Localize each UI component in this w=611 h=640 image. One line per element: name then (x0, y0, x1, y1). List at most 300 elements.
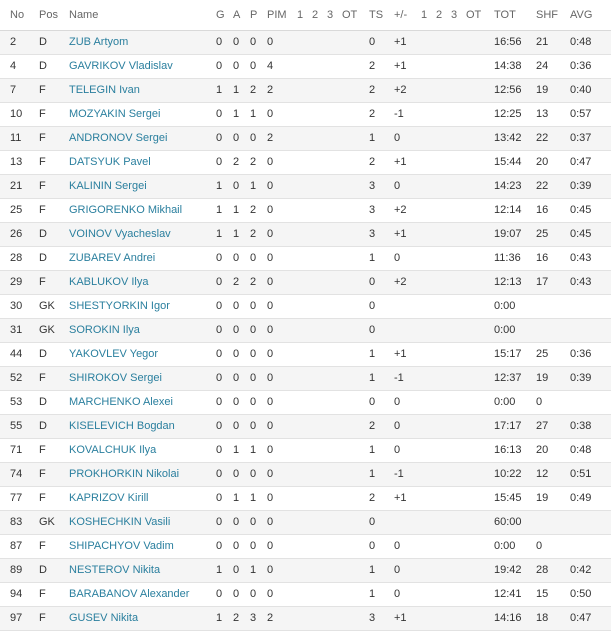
player-ts: 0 (369, 36, 376, 48)
table-row (0, 175, 611, 199)
player-shifts: 17 (536, 276, 549, 288)
player-plus-minus (394, 319, 414, 342)
table-row (0, 487, 611, 511)
col-header-pos[interactable]: Pos (39, 9, 58, 21)
player-shifts: 18 (536, 612, 549, 624)
player-name-link[interactable]: TELEGIN Ivan (69, 84, 140, 96)
player-plus-minus: +1 (394, 348, 407, 360)
player-goals: 0 (216, 348, 223, 360)
player-plus-minus: 0 (394, 588, 401, 600)
player-shifts: 16 (536, 204, 549, 216)
player-goals: 0 (216, 516, 223, 528)
player-points: 2 (250, 228, 257, 240)
player-name-link[interactable]: DATSYUK Pavel (69, 156, 151, 168)
player-avg-shift: 0:47 (570, 612, 592, 624)
player-points: 1 (250, 180, 257, 192)
player-goals: 0 (216, 396, 223, 408)
player-ts: 2 (369, 156, 376, 168)
player-position: D (39, 252, 47, 264)
player-points: 0 (250, 348, 257, 360)
player-ts: 1 (369, 132, 376, 144)
player-name-link[interactable]: SHESTYORKIN Igor (69, 300, 170, 312)
player-goals: 0 (216, 60, 223, 72)
player-toi: 0:00 (494, 396, 516, 408)
table-row (0, 127, 611, 151)
player-shifts: 20 (536, 444, 549, 456)
player-toi: 60:00 (494, 516, 522, 528)
player-pim: 0 (267, 276, 274, 288)
player-shifts: 13 (536, 108, 549, 120)
player-shifts: 19 (536, 84, 549, 96)
player-ts: 3 (369, 228, 376, 240)
table-row (0, 247, 611, 271)
player-ts: 1 (369, 444, 376, 456)
player-goals: 0 (216, 36, 223, 48)
table-row (0, 391, 611, 415)
player-position: F (39, 492, 46, 504)
player-number: 94 (10, 588, 23, 600)
player-name-link[interactable]: BARABANOV Alexander (69, 588, 190, 600)
player-pim: 0 (267, 372, 274, 384)
player-name-link[interactable]: ZUB Artyom (69, 36, 129, 48)
player-toi: 0:00 (494, 300, 516, 312)
player-pim: 0 (267, 468, 274, 480)
player-toi: 12:37 (494, 372, 522, 384)
player-avg-shift: 0:42 (570, 564, 592, 576)
player-goals: 0 (216, 156, 223, 168)
player-name-link[interactable]: GRIGORENKO Mikhail (69, 204, 183, 216)
player-points: 1 (250, 444, 257, 456)
player-ts: 0 (369, 540, 376, 552)
player-toi: 16:56 (494, 36, 522, 48)
player-pim: 0 (267, 348, 274, 360)
player-ts: 0 (369, 516, 376, 528)
player-points: 0 (250, 540, 257, 552)
player-points: 0 (250, 324, 257, 336)
player-points: 0 (250, 36, 257, 48)
col-header-pim-period-1[interactable]: 1 (297, 9, 304, 21)
player-shifts: 19 (536, 492, 549, 504)
player-position: F (39, 180, 46, 192)
player-points: 0 (250, 396, 257, 408)
table-row (0, 319, 611, 343)
player-avg-shift: 0:48 (570, 36, 592, 48)
player-points: 2 (250, 276, 257, 288)
player-ts: 0 (369, 276, 376, 288)
player-plus-minus: +2 (394, 204, 407, 216)
player-ts: 0 (369, 300, 376, 312)
player-position: GK (39, 324, 55, 336)
player-points: 0 (250, 588, 257, 600)
player-assists: 0 (233, 300, 240, 312)
player-name-link[interactable]: KOSHECHKIN Vasili (69, 516, 171, 528)
player-avg-shift (570, 511, 600, 534)
player-points: 2 (250, 84, 257, 96)
player-shifts: 25 (536, 348, 549, 360)
player-points: 0 (250, 300, 257, 312)
player-avg-shift: 0:43 (570, 252, 592, 264)
player-shifts: 28 (536, 564, 549, 576)
player-pim: 0 (267, 36, 274, 48)
player-pim: 0 (267, 492, 274, 504)
player-shifts: 27 (536, 420, 549, 432)
player-ts: 2 (369, 60, 376, 72)
player-points: 0 (250, 372, 257, 384)
player-points: 1 (250, 492, 257, 504)
player-avg-shift: 0:49 (570, 492, 592, 504)
player-number: 83 (10, 516, 23, 528)
player-position: GK (39, 300, 55, 312)
player-avg-shift: 0:51 (570, 468, 592, 480)
player-name-link[interactable]: PROKHORKIN Nikolai (69, 468, 180, 480)
player-points: 0 (250, 420, 257, 432)
player-pim: 0 (267, 444, 274, 456)
player-avg-shift: 0:45 (570, 204, 592, 216)
player-name-link[interactable]: KABLUKOV Ilya (69, 276, 149, 288)
player-avg-shift: 0:47 (570, 156, 592, 168)
player-avg-shift: 0:40 (570, 84, 592, 96)
player-assists: 1 (233, 492, 240, 504)
player-toi: 14:23 (494, 180, 522, 192)
player-assists: 1 (233, 84, 240, 96)
player-position: D (39, 564, 47, 576)
player-plus-minus: 0 (394, 444, 401, 456)
player-plus-minus: +1 (394, 60, 407, 72)
player-goals: 0 (216, 300, 223, 312)
player-shifts: 0 (536, 396, 543, 408)
player-number: 52 (10, 372, 23, 384)
player-goals: 0 (216, 540, 223, 552)
player-assists: 1 (233, 228, 240, 240)
player-assists: 1 (233, 108, 240, 120)
player-avg-shift: 0:48 (570, 444, 592, 456)
table-row (0, 559, 611, 583)
table-row (0, 79, 611, 103)
table-row (0, 439, 611, 463)
player-plus-minus: -1 (394, 372, 404, 384)
col-header-no[interactable]: No (10, 9, 25, 21)
player-position: F (39, 108, 46, 120)
player-position: GK (39, 516, 55, 528)
player-shifts (536, 319, 558, 342)
player-number: 7 (10, 84, 17, 96)
player-name-link[interactable]: KISELEVICH Bogdan (69, 420, 175, 432)
player-name-link[interactable]: MOZYAKIN Sergei (69, 108, 161, 120)
table-row (0, 415, 611, 439)
col-header-pim-ot[interactable]: OT (342, 9, 358, 21)
player-ts: 1 (369, 564, 376, 576)
player-pim: 0 (267, 228, 274, 240)
player-number: 97 (10, 612, 23, 624)
player-plus-minus: 0 (394, 180, 401, 192)
col-header-points[interactable]: P (250, 9, 258, 21)
player-plus-minus: -1 (394, 108, 404, 120)
player-toi: 19:07 (494, 228, 522, 240)
player-name-link[interactable]: NESTEROV Nikita (69, 564, 161, 576)
player-goals: 1 (216, 204, 223, 216)
player-avg-shift: 0:57 (570, 108, 592, 120)
player-shifts: 21 (536, 36, 549, 48)
player-goals: 0 (216, 468, 223, 480)
player-ts: 1 (369, 468, 376, 480)
col-header-pm-ot[interactable]: OT (466, 9, 482, 21)
player-assists: 0 (233, 396, 240, 408)
player-goals: 1 (216, 612, 223, 624)
player-goals: 0 (216, 324, 223, 336)
player-position: F (39, 84, 46, 96)
col-header-avg[interactable]: AVG (570, 9, 593, 21)
col-header-plus-minus[interactable]: +/- (394, 9, 408, 21)
player-points: 0 (250, 252, 257, 264)
col-header-goals[interactable]: G (216, 9, 225, 21)
player-plus-minus: 0 (394, 132, 401, 144)
player-avg-shift (570, 391, 600, 414)
player-name-link[interactable]: YAKOVLEV Yegor (69, 348, 159, 360)
player-toi: 15:17 (494, 348, 522, 360)
player-name-link[interactable]: GUSEV Nikita (69, 612, 139, 624)
col-header-pim-period-2[interactable]: 2 (312, 9, 319, 21)
player-ts: 1 (369, 252, 376, 264)
player-points: 1 (250, 108, 257, 120)
player-number: 25 (10, 204, 23, 216)
player-toi: 12:41 (494, 588, 522, 600)
table-row (0, 223, 611, 247)
player-shifts: 25 (536, 228, 549, 240)
col-header-pm-period-2[interactable]: 2 (436, 9, 443, 21)
player-name-link[interactable]: KALININ Sergei (69, 180, 147, 192)
player-avg-shift: 0:36 (570, 60, 592, 72)
player-shifts: 19 (536, 372, 549, 384)
player-position: F (39, 276, 46, 288)
player-name-link[interactable]: SOROKIN Ilya (69, 324, 140, 336)
player-avg-shift: 0:50 (570, 588, 592, 600)
player-number: 31 (10, 324, 23, 336)
player-assists: 0 (233, 324, 240, 336)
player-goals: 0 (216, 252, 223, 264)
player-toi: 0:00 (494, 540, 516, 552)
player-assists: 0 (233, 348, 240, 360)
player-plus-minus: +1 (394, 156, 407, 168)
player-number: 26 (10, 228, 23, 240)
player-name-link[interactable]: VOINOV Vyacheslav (69, 228, 171, 240)
player-toi: 17:17 (494, 420, 522, 432)
player-avg-shift: 0:37 (570, 132, 592, 144)
player-ts: 3 (369, 612, 376, 624)
player-ts: 1 (369, 348, 376, 360)
player-shifts: 24 (536, 60, 549, 72)
col-header-ts[interactable]: TS (369, 9, 384, 21)
player-pim: 0 (267, 420, 274, 432)
player-points: 0 (250, 468, 257, 480)
table-row (0, 199, 611, 223)
player-ts: 1 (369, 588, 376, 600)
player-name-link[interactable]: GAVRIKOV Vladislav (69, 60, 173, 72)
player-position: F (39, 372, 46, 384)
player-pim: 4 (267, 60, 274, 72)
player-shifts: 15 (536, 588, 549, 600)
player-pim: 2 (267, 612, 274, 624)
player-plus-minus: 0 (394, 396, 401, 408)
player-shifts (536, 295, 558, 318)
player-number: 2 (10, 36, 17, 48)
player-number: 55 (10, 420, 23, 432)
player-shifts: 22 (536, 180, 549, 192)
player-pim: 0 (267, 204, 274, 216)
player-pim: 0 (267, 252, 274, 264)
col-header-assists[interactable]: A (233, 9, 241, 21)
player-toi: 12:14 (494, 204, 522, 216)
player-plus-minus: +1 (394, 612, 407, 624)
player-points: 1 (250, 564, 257, 576)
player-position: D (39, 36, 47, 48)
player-points: 0 (250, 132, 257, 144)
player-goals: 1 (216, 84, 223, 96)
col-header-name[interactable]: Name (69, 9, 99, 21)
player-avg-shift (570, 295, 600, 318)
player-plus-minus: 0 (394, 252, 401, 264)
player-ts: 2 (369, 420, 376, 432)
player-goals: 1 (216, 180, 223, 192)
player-pim: 0 (267, 300, 274, 312)
player-plus-minus: +1 (394, 492, 407, 504)
player-points: 2 (250, 156, 257, 168)
player-position: D (39, 228, 47, 240)
table-row (0, 295, 611, 319)
player-toi: 13:42 (494, 132, 522, 144)
table-header (0, 0, 611, 31)
player-number: 10 (10, 108, 23, 120)
player-number: 11 (10, 132, 22, 144)
player-position: F (39, 444, 46, 456)
table-row (0, 535, 611, 559)
player-name-link[interactable]: SHIPACHYOV Vadim (69, 540, 174, 552)
table-row (0, 607, 611, 631)
player-assists: 2 (233, 156, 240, 168)
player-pim: 2 (267, 132, 274, 144)
player-position: D (39, 348, 47, 360)
table-row (0, 583, 611, 607)
col-header-shifts[interactable]: SHF (536, 9, 558, 21)
player-points: 0 (250, 60, 257, 72)
player-pim: 0 (267, 516, 274, 528)
player-toi: 14:38 (494, 60, 522, 72)
player-ts: 0 (369, 396, 376, 408)
player-pim: 0 (267, 156, 274, 168)
player-assists: 0 (233, 516, 240, 528)
table-row (0, 271, 611, 295)
player-toi: 10:22 (494, 468, 522, 480)
table-row (0, 511, 611, 535)
player-plus-minus (394, 295, 414, 318)
player-plus-minus: +2 (394, 84, 407, 96)
player-toi: 15:44 (494, 156, 522, 168)
player-plus-minus: 0 (394, 564, 401, 576)
player-toi: 15:45 (494, 492, 522, 504)
player-avg-shift: 0:39 (570, 372, 592, 384)
player-position: F (39, 468, 46, 480)
player-number: 77 (10, 492, 23, 504)
player-toi: 0:00 (494, 324, 516, 336)
table-row (0, 55, 611, 79)
player-pim: 0 (267, 564, 274, 576)
player-goals: 1 (216, 228, 223, 240)
col-header-pim-period-3[interactable]: 3 (327, 9, 334, 21)
player-name-link[interactable]: MARCHENKO Alexei (69, 396, 173, 408)
player-shifts (536, 511, 558, 534)
player-plus-minus: +1 (394, 36, 407, 48)
player-plus-minus: 0 (394, 420, 401, 432)
player-shifts: 20 (536, 156, 549, 168)
player-assists: 0 (233, 468, 240, 480)
player-assists: 2 (233, 276, 240, 288)
player-number: 4 (10, 60, 17, 72)
col-header-pm-period-3[interactable]: 3 (451, 9, 458, 21)
player-assists: 1 (233, 204, 240, 216)
player-goals: 0 (216, 132, 223, 144)
player-pim: 0 (267, 588, 274, 600)
player-name-link[interactable]: KOVALCHUK Ilya (69, 444, 157, 456)
table-row (0, 103, 611, 127)
player-number: 29 (10, 276, 23, 288)
player-assists: 0 (233, 540, 240, 552)
player-pim: 0 (267, 108, 274, 120)
player-ts: 2 (369, 108, 376, 120)
player-ts: 2 (369, 84, 376, 96)
col-header-pim[interactable]: PIM (267, 9, 287, 21)
player-position: F (39, 540, 46, 552)
player-ts: 3 (369, 180, 376, 192)
player-assists: 0 (233, 252, 240, 264)
player-pim: 0 (267, 180, 274, 192)
player-assists: 0 (233, 60, 240, 72)
player-assists: 0 (233, 564, 240, 576)
player-pim: 0 (267, 324, 274, 336)
player-name-link[interactable]: KAPRIZOV Kirill (69, 492, 149, 504)
player-toi: 11:36 (494, 252, 521, 264)
player-ts: 2 (369, 492, 376, 504)
player-toi: 16:13 (494, 444, 522, 456)
player-assists: 1 (233, 444, 240, 456)
player-avg-shift: 0:39 (570, 180, 592, 192)
table-row (0, 463, 611, 487)
player-points: 0 (250, 516, 257, 528)
player-assists: 0 (233, 36, 240, 48)
player-toi: 14:16 (494, 612, 522, 624)
player-number: 71 (10, 444, 23, 456)
player-position: F (39, 132, 46, 144)
player-name-link[interactable]: ZUBAREV Andrei (69, 252, 156, 264)
player-position: F (39, 612, 46, 624)
player-position: D (39, 60, 47, 72)
col-header-pm-period-1[interactable]: 1 (421, 9, 428, 21)
player-name-link[interactable]: SHIROKOV Sergei (69, 372, 162, 384)
player-pim: 0 (267, 396, 274, 408)
table-row (0, 343, 611, 367)
table-row (0, 31, 611, 55)
player-shifts: 22 (536, 132, 549, 144)
player-avg-shift: 0:43 (570, 276, 592, 288)
player-name-link[interactable]: ANDRONOV Sergei (69, 132, 168, 144)
col-header-toi[interactable]: TOT (494, 9, 516, 21)
player-plus-minus: +2 (394, 276, 407, 288)
player-assists: 0 (233, 372, 240, 384)
player-avg-shift: 0:45 (570, 228, 592, 240)
player-ts: 1 (369, 372, 376, 384)
player-assists: 0 (233, 132, 240, 144)
player-avg-shift (570, 535, 600, 558)
player-assists: 0 (233, 588, 240, 600)
player-avg-shift (570, 319, 600, 342)
